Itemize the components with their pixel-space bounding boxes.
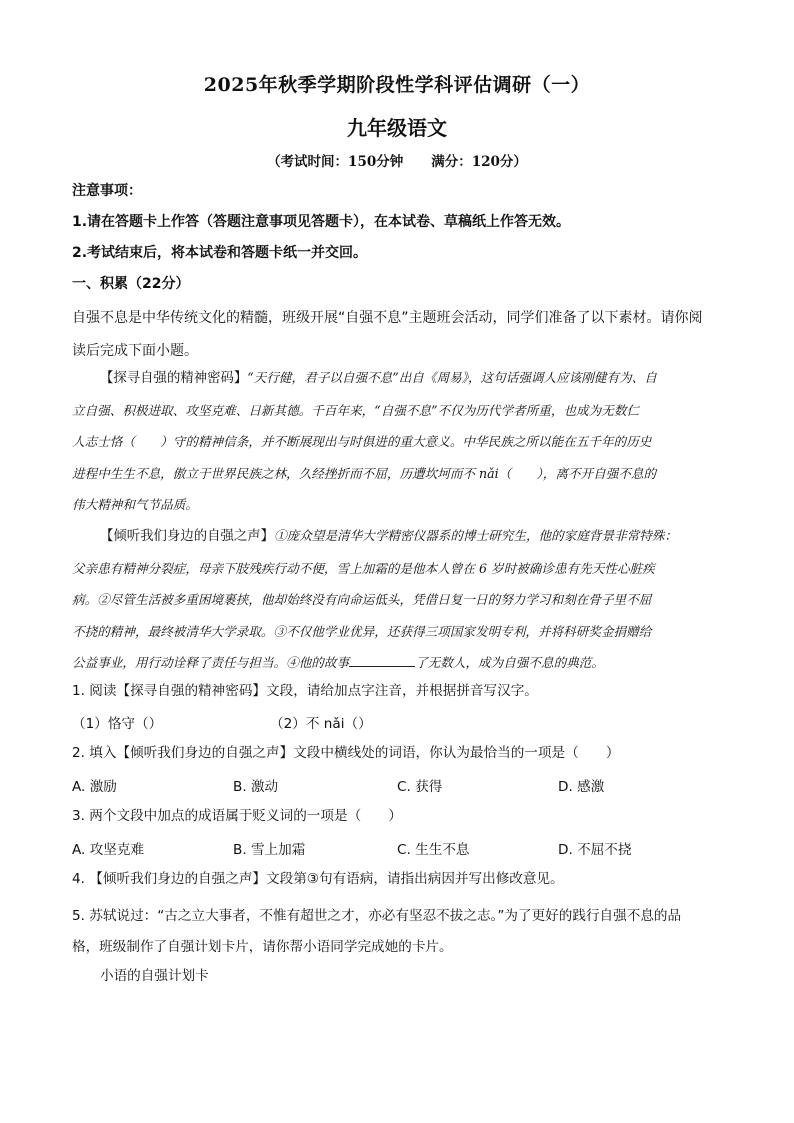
passage-spirit-code <box>72 362 724 521</box>
passage-line: 进程中生生不息，傲立于世界民族之林，久经挫折而不屈，历遭坎坷而不 nǎi（ ），离不开自强不息的 <box>72 465 657 481</box>
note-item-2: 2.考试结束后，将本试卷和答题卡纸一并交回。 <box>72 245 368 261</box>
question-5-line: 5. 苏轼说过：“古之立大事者，不惟有超世之才，亦必有坚忍不拔之志。”为了更好的践行自强不息的品 <box>72 908 682 924</box>
section-intro <box>72 302 722 368</box>
exam-subject: 九年级语文 <box>347 116 447 140</box>
note-item-1: 1.请在答题卡上作答（答题注意事项见答题卡），在本试卷、草稿纸上作答无效。 <box>72 214 571 230</box>
option-a[interactable]: A. 激励 <box>72 779 117 795</box>
exam-time: （考试时间：150分钟 <box>267 154 404 170</box>
question-1-part-2: （2）不 nǎi（） <box>270 716 372 732</box>
question-5 <box>72 901 722 963</box>
option-c[interactable]: C. 获得 <box>397 779 443 795</box>
question-3: 3. 两个文段中加点的成语属于贬义词的一项是（ ） <box>72 808 402 824</box>
exam-title: 2025年秋季学期阶段性学科评估调研（一） <box>203 74 591 96</box>
section-heading: 一、积累（22分） <box>72 276 190 292</box>
full-score: 满分：120分） <box>431 154 527 170</box>
passage-line: 人志士恪（ ）守的精神信条，并不断展现出与时俱进的重大意义。中华民族之所以能在五千年的历史 <box>72 434 652 449</box>
notes-heading: 注意事项： <box>72 183 142 199</box>
intro-line: 自强不息是中华传统文化的精髓，班级开展“自强不息”主题班会活动，同学们准备了以下素材。请你阅 <box>72 310 703 326</box>
passage-line: 公益事业，用行动诠释了责任与担当。④他的故事 了无数人，成为自强不息的典范。 <box>72 647 724 679</box>
intro-line: 读后完成下面小题。 <box>72 343 198 359</box>
option-b[interactable]: B. 雪上加霜 <box>233 842 306 858</box>
passage-voices <box>72 520 724 679</box>
passage-line: 【探寻自强的精神密码】“天行健，君子以自强不息”出自《周易》，这句话强调人应该刚健有为、自 <box>100 370 657 386</box>
exam-info <box>0 150 794 170</box>
question-5-line: 格，班级制作了自强计划卡片，请你帮小语同学完成她的卡片。 <box>72 939 453 955</box>
option-b[interactable]: B. 激动 <box>233 779 279 795</box>
question-2: 2. 填入【倾听我们身边的自强之声】文段中横线处的词语，你认为最恰当的一项是（ ） <box>72 745 620 761</box>
option-c[interactable]: C. 生生不息 <box>397 842 470 858</box>
passage-line: 不挠的精神，最终被清华大学录取。③不仅他学业优异，还获得三项国家发明专利，并将科研奖金捐赠给 <box>72 623 652 639</box>
option-d[interactable]: D. 不屈不挠 <box>558 842 632 858</box>
plan-card-title: 小语的自强计划卡 <box>100 968 209 984</box>
question-4: 4. 【倾听我们身边的自强之声】文段第③句有语病，请指出病因并写出修改意见。 <box>72 871 564 887</box>
question-1: 1. 阅读【探寻自强的精神密码】文段，请给加点字注音，并根据拼音写汉字。 <box>72 683 538 699</box>
passage-heading: 【探寻自强的精神密码】 <box>100 371 248 386</box>
passage-line: 病。②尽管生活被多重困境裹挟，他却始终没有向命运低头，凭借日复一日的努力学习和刻在骨子里不屈 <box>72 592 652 607</box>
question-1-part-1: （1）恪守（） <box>72 716 163 732</box>
option-d[interactable]: D. 感激 <box>558 779 605 795</box>
passage-line: 伟大精神和气节品质。 <box>72 497 198 512</box>
passage-line: 父亲患有精神分裂症，母亲下肢残疾行动不便，雪上加霜的是他本人曾在 6 岁时被确诊患有先天性心脏疾 <box>72 560 655 576</box>
answer-blank[interactable] <box>349 652 415 667</box>
passage-heading: 【倾听我们身边的自强之声】 <box>100 529 275 544</box>
passage-line: 【倾听我们身边的自强之声】①庞众望是清华大学精密仪器系的博士研究生，他的家庭背景非常特殊： <box>100 528 678 544</box>
passage-line: 立自强、积极进取、攻坚克难、日新其德。千百年来，“自强不息”不仅为历代学者所重，也成为无数仁 <box>72 402 640 418</box>
option-a[interactable]: A. 攻坚克难 <box>72 842 145 858</box>
